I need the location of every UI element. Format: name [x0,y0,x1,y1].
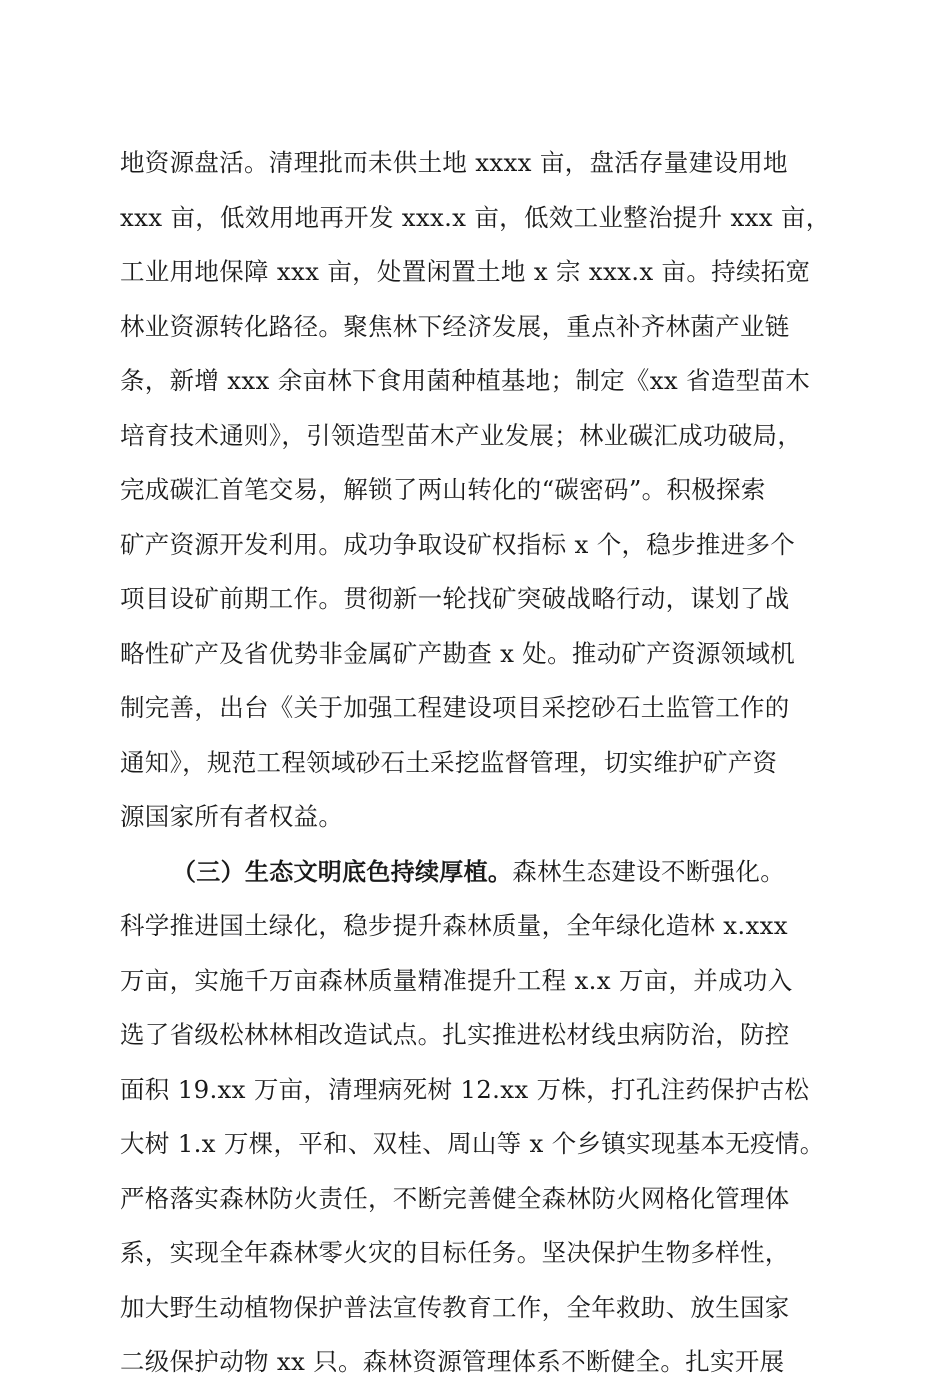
paragraph-line: 系，实现全年森林零火灾的目标任务。坚决保护生物多样性， [120,1238,790,1267]
paragraph-line: 培育技术通则》，引领造型苗木产业发展；林业碳汇成功破局， [120,420,803,450]
paragraph-line: 条，新增 xxx 余亩林下食用菌种植基地；制定《xx 省造型苗木 [120,366,811,395]
paragraph-line: 项目设矿前期工作。贯彻新一轮找矿突破战略行动，谋划了战 [120,584,790,613]
paragraph-line: 制完善，出台《关于加强工程建设项目采挖砂石土监管工作的 [120,693,790,722]
paragraph-line: 严格落实森林防火责任，不断完善健全森林防火网格化管理体 [120,1183,790,1213]
paragraph-line: 林业资源转化路径。聚焦林下经济发展，重点补齐林菌产业链 [120,311,790,341]
paragraph-line: 工业用地保障 xxx 亩，处置闲置土地 x 宗 xxx.x 亩。持续拓宽 [120,257,811,286]
section-first-line [120,845,840,900]
document-body [120,136,840,1390]
paragraph-line: 源国家所有者权益。 [120,802,344,831]
paragraph-line: 科学推进国土绿化，稳步提升森林质量，全年绿化造林 x.xxx [120,911,788,940]
section-heading: （三）生态文明底色持续厚植。 [172,857,513,886]
paragraph-line: 矿产资源开发利用。成功争取设矿权指标 x 个，稳步推进多个 [120,529,796,559]
paragraph-line: 略性矿产及省优势非金属矿产勘查 x 处。推动矿产资源领域机 [120,638,796,668]
paragraph-line: 二级保护动物 xx 只。森林资源管理体系不断健全。扎实开展 [120,1347,785,1376]
paragraph-line: xxx 亩，低效用地再开发 xxx.x 亩，低效工业整治提升 xxx 亩， [120,202,831,232]
paragraph-line: 选了省级松林林相改造试点。扎实推进松材线虫病防治，防控 [120,1020,790,1049]
paragraph-line: 地资源盘活。清理批而未供土地 xxxx 亩，盘活存量建设用地 [120,148,788,177]
section-first-line-text: 森林生态建设不断强化。 [512,856,786,886]
paragraph-line: 面积 19.xx 万亩，清理病死树 12.xx 万株，打孔注药保护古松 [120,1074,810,1104]
paragraph-line: 大树 1.x 万棵，平和、双桂、周山等 x 个乡镇实现基本无疫情。 [120,1129,825,1158]
paragraph-line: 加大野生动植物保护普法宣传教育工作，全年救助、放生国家 [120,1292,790,1322]
paragraph-line: 通知》，规范工程领域砂石土采挖监督管理，切实维护矿产资 [120,747,778,777]
paragraph-line: 万亩，实施千万亩森林质量精准提升工程 x.x 万亩，并成功入 [120,965,793,995]
paragraph-line: 完成碳汇首笔交易，解锁了两山转化的“碳密码”。积极探索 [120,475,766,504]
